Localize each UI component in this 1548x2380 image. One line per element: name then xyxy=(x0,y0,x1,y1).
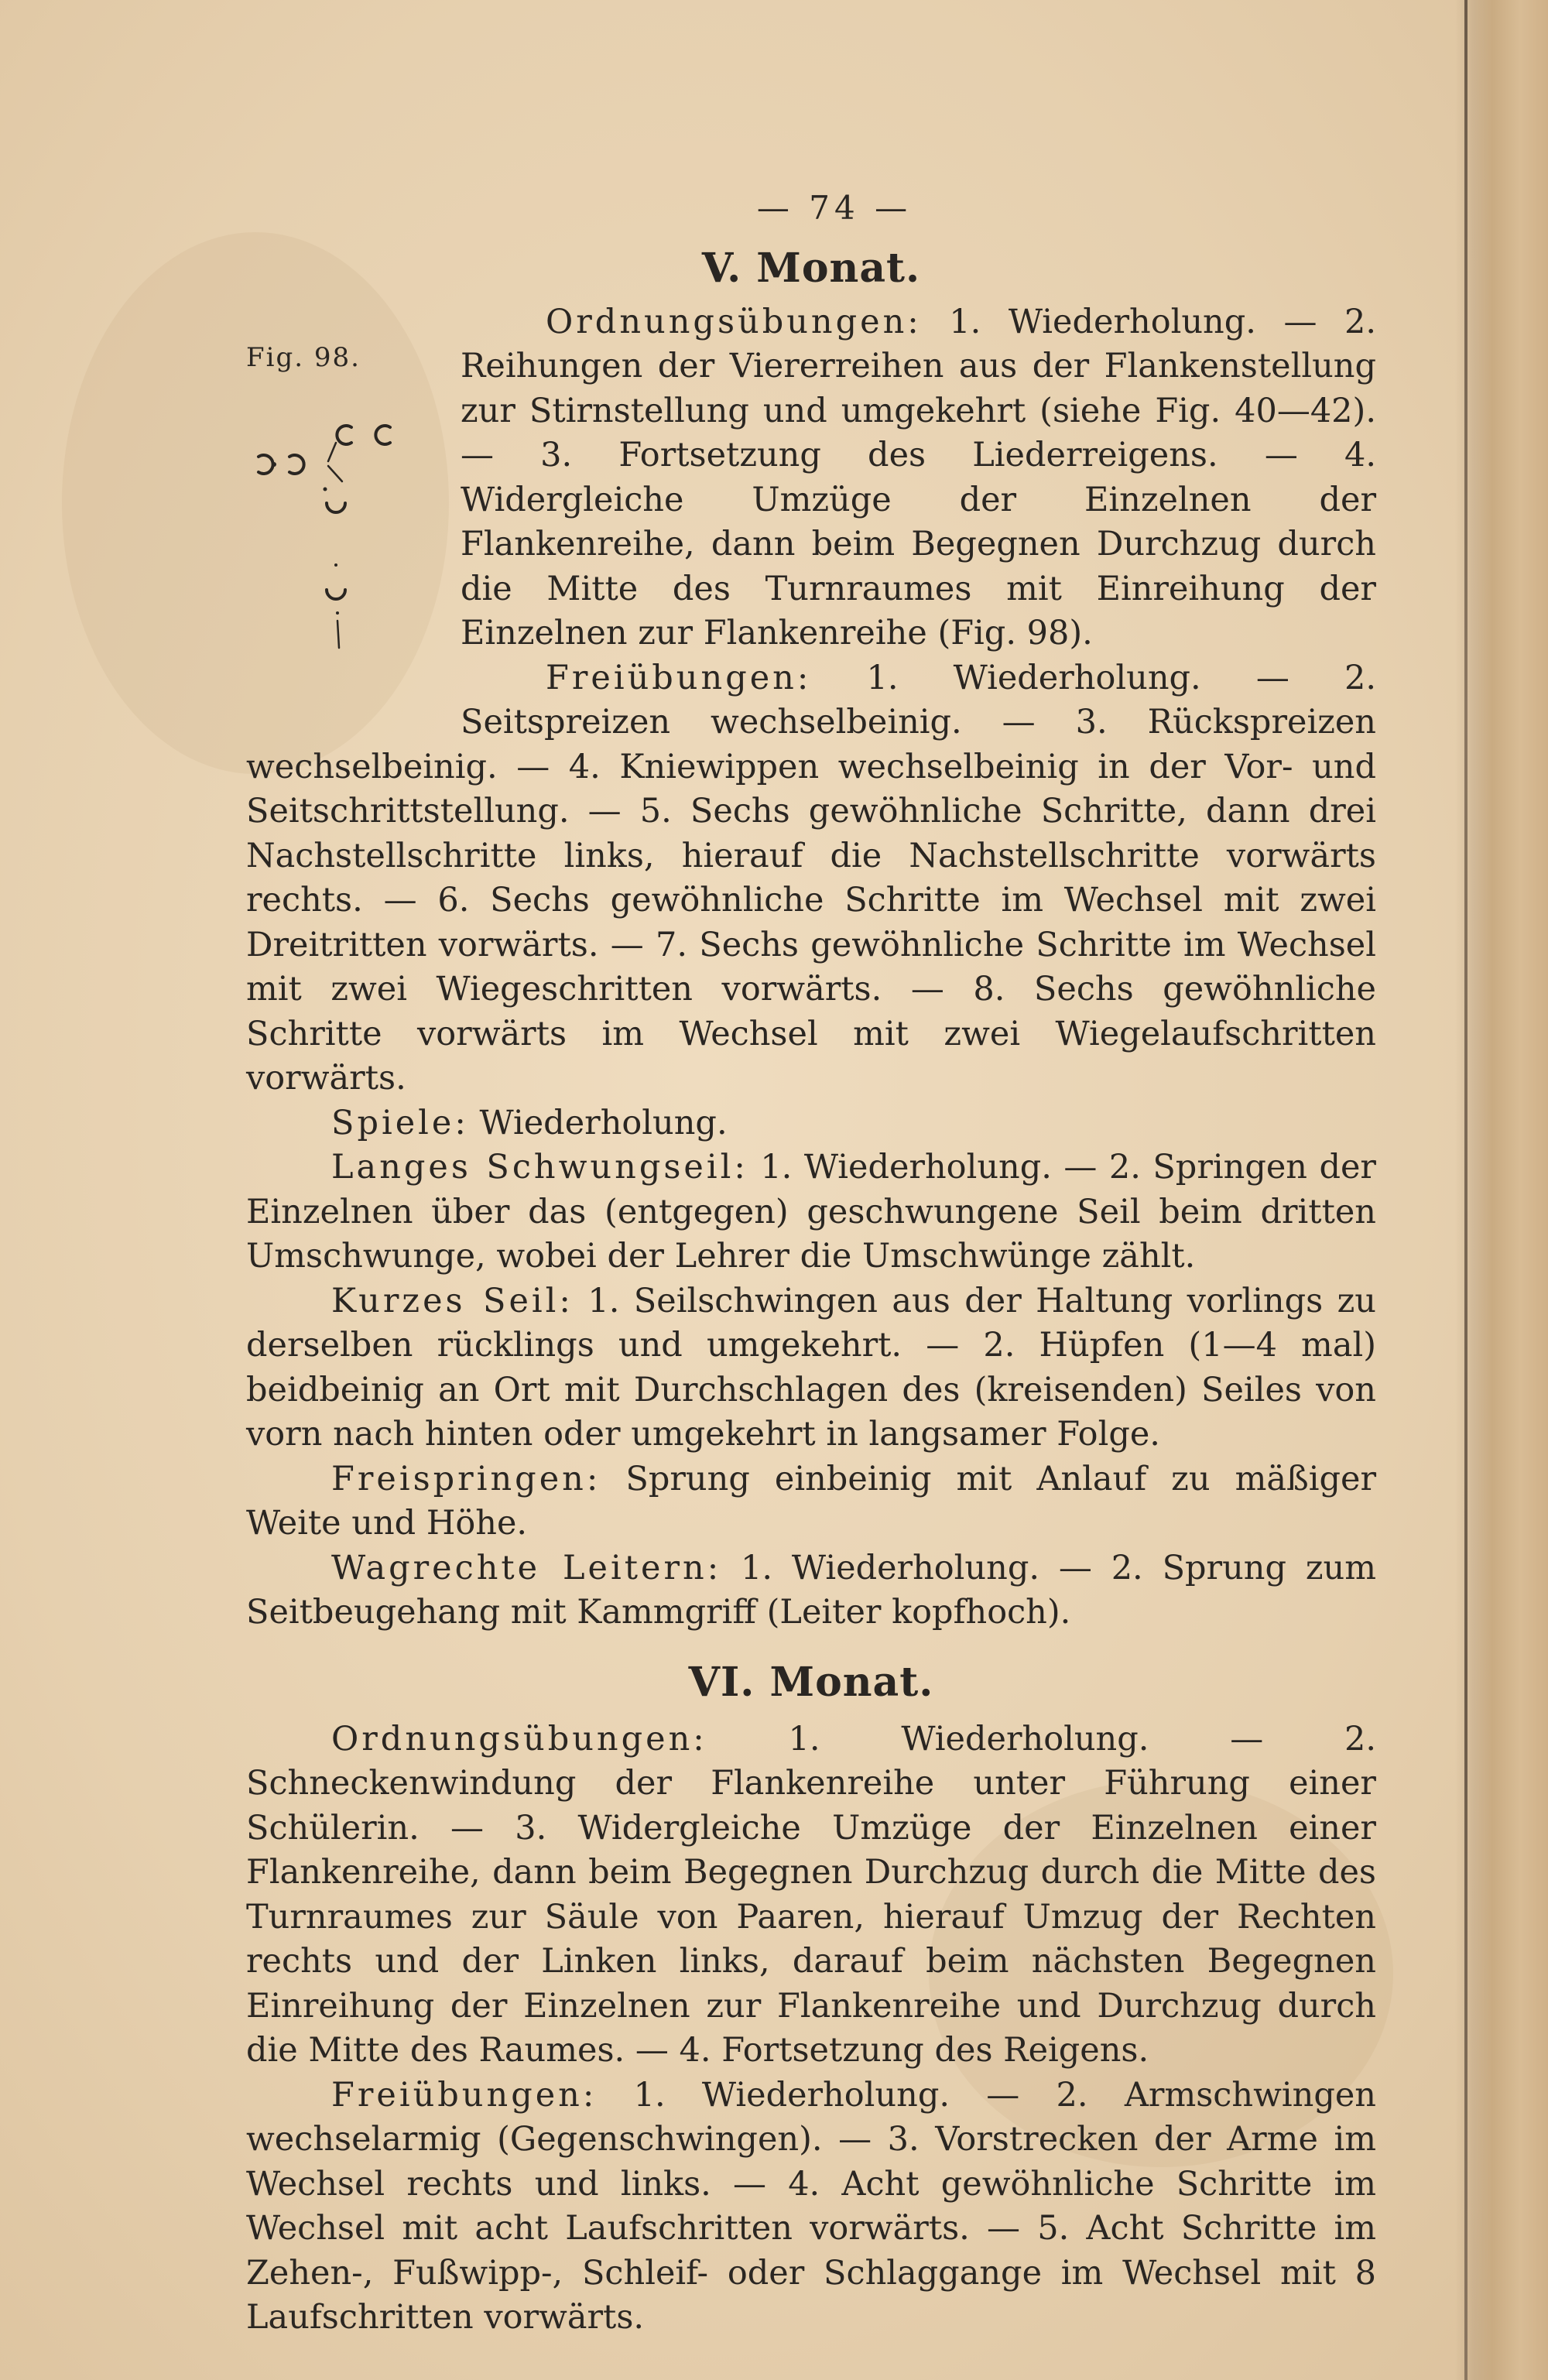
section-title-vi-monat: VI. Monat. xyxy=(688,1658,934,1706)
text-wagrechte-leitern: 1. Wiederholung. — 2. Sprung zum Seitbeugehang mit Kammgriff (Leiter kopfhoch). xyxy=(246,1548,1376,1632)
section-title-v-monat: V. Monat. xyxy=(701,244,921,292)
book-binding-edge xyxy=(1464,0,1468,2380)
text-freispringen: Sprung einbeinig mit Anlauf zu mäßiger Weite und Höhe. xyxy=(246,1459,1376,1543)
term-freiuebungen: Freiübungen: xyxy=(546,658,812,697)
term-spiele: Spiele: xyxy=(331,1103,469,1142)
figure-dot-1 xyxy=(272,462,276,467)
text-langes-schwungseil: 1. Wiederholung. — 2. Springen der Einzelnen über das (entgegen) geschwungene Seil beim dritten Umschwunge, wobei der Lehrer die Umschwünge zählt. xyxy=(246,1148,1376,1276)
text-ordnungsuebungen-vi: 1. Wiederholung. — 2. Schneckenwindung der Flankenreihe unter Führung einer Schülerin. — 3. Widergleiche Umzüge der Einzelnen einer Flankenreihe, dann beim Begegnen Durchzug durch die Mitte des Turnraumes zur Säule von Paaren, hierauf Umzug der Rechten rechts und der Linken links, darauf beim nächsten Begegnen Einreihung der Einzelnen zur Flankenreihe und Durchzug durch die Mitte des Raumes. — 4. Fortsetzung des Reigens. xyxy=(246,1719,1376,2070)
text-kurzes-seil: 1. Seilschwingen aus der Haltung vorlings zu derselben rücklings und umgekehrt. — 2. Hüpfen (1—4 mal) beidbeinig an Ort mit Durchschlagen des (kreisenden) Seiles von vorn nach hinten oder umgekehrt in langsamer Folge. xyxy=(246,1281,1376,1454)
figure-dot-3 xyxy=(334,563,337,567)
term-langes-schwungseil: Langes Schwungseil: xyxy=(331,1148,748,1187)
marker-u-2 xyxy=(327,590,345,599)
page-number: — 74 — xyxy=(756,189,913,227)
path-line-2 xyxy=(328,466,342,481)
book-binding-shadow xyxy=(1455,0,1548,2380)
term-freiuebungen-vi: Freiübungen: xyxy=(331,2075,598,2115)
figure-98-diagram xyxy=(243,381,452,675)
marker-c-3 xyxy=(259,455,273,474)
figure-label: Fig. 98. xyxy=(246,342,361,373)
term-kurzes-seil: Kurzes Seil: xyxy=(331,1281,574,1320)
path-line-3 xyxy=(337,621,339,648)
marker-c-1 xyxy=(337,426,351,444)
paragraph-ordnung-vi xyxy=(246,1717,1376,2074)
term-freispringen: Freispringen: xyxy=(331,1459,601,1498)
path-line-1 xyxy=(328,443,336,461)
text-spiele: Wiederholung. xyxy=(468,1103,728,1142)
marker-u-1 xyxy=(327,503,345,512)
paragraph-frei-vi xyxy=(246,2074,1376,2341)
figure-98 xyxy=(246,342,455,667)
paragraph-freispringen xyxy=(246,1457,1376,1546)
marker-c-2 xyxy=(375,426,390,444)
term-ordnungsuebungen-vi: Ordnungsübungen: xyxy=(331,1719,707,1758)
text-freiuebungen-vi: 1. Wiederholung. — 2. Armschwingen wechselarmig (Gegenschwingen). — 3. Vorstrecken der Arme im Wechsel rechts und links. — 4. Acht gewöhnliche Schritte im Wechsel mit acht Laufschritten vorwärts. — 5. Acht Schritte im Zehen-, Fußwipp-, Schleif- oder Schlaggange im Wechsel mit 8 Laufschritten vorwärts. xyxy=(246,2075,1376,2337)
paragraph-wagrechte-leitern xyxy=(246,1546,1376,1635)
figure-dot-4 xyxy=(336,611,339,615)
figure-dot-2 xyxy=(324,488,327,491)
term-ordnungsuebungen: Ordnungsübungen: xyxy=(546,302,922,341)
marker-c-4 xyxy=(289,455,304,474)
text-freiuebungen: 1. Wiederholung. — 2. Seitspreizen wechselbeinig. — 3. Rückspreizen wechselbeinig. — 4. Kniewippen wechselbeinig in der Vor- und Seitschrittstellung. — 5. Sechs gewöhnliche Schritte, dann drei Nachstellschritte links, hierauf die Nachstellschritte vorwärts rechts. — 6. Sechs gewöhnliche Schritte im Wechsel mit zwei Dreitritten vorwärts. — 7. Sechs gewöhnliche Schritte im Wechsel mit zwei Wiegeschritten vorwärts. — 8. Sechs gewöhnliche Schritte vorwärts im Wechsel mit zwei Wiegelaufschritten vorwärts. xyxy=(246,658,1376,1098)
paragraph-langes-schwungseil xyxy=(246,1145,1376,1279)
term-wagrechte-leitern: Wagrechte Leitern: xyxy=(331,1548,722,1587)
paragraph-kurzes-seil xyxy=(246,1279,1376,1457)
paragraph-spiele xyxy=(246,1101,1376,1146)
text-ordnungsuebungen: 1. Wiederholung. — 2. Reihungen der Viererreihen aus der Flankenstellung zur Stirnstellung und umgekehrt (siehe Fig. 40—42). — 3. Fortsetzung des Liederreigens. — 4. Widergleiche Umzüge der Einzelnen der Flankenreihe, dann beim Begegnen Durchzug durch die Mitte des Turnraumes mit Einreihung der Einzelnen zur Flankenreihe (Fig. 98). xyxy=(461,302,1376,652)
